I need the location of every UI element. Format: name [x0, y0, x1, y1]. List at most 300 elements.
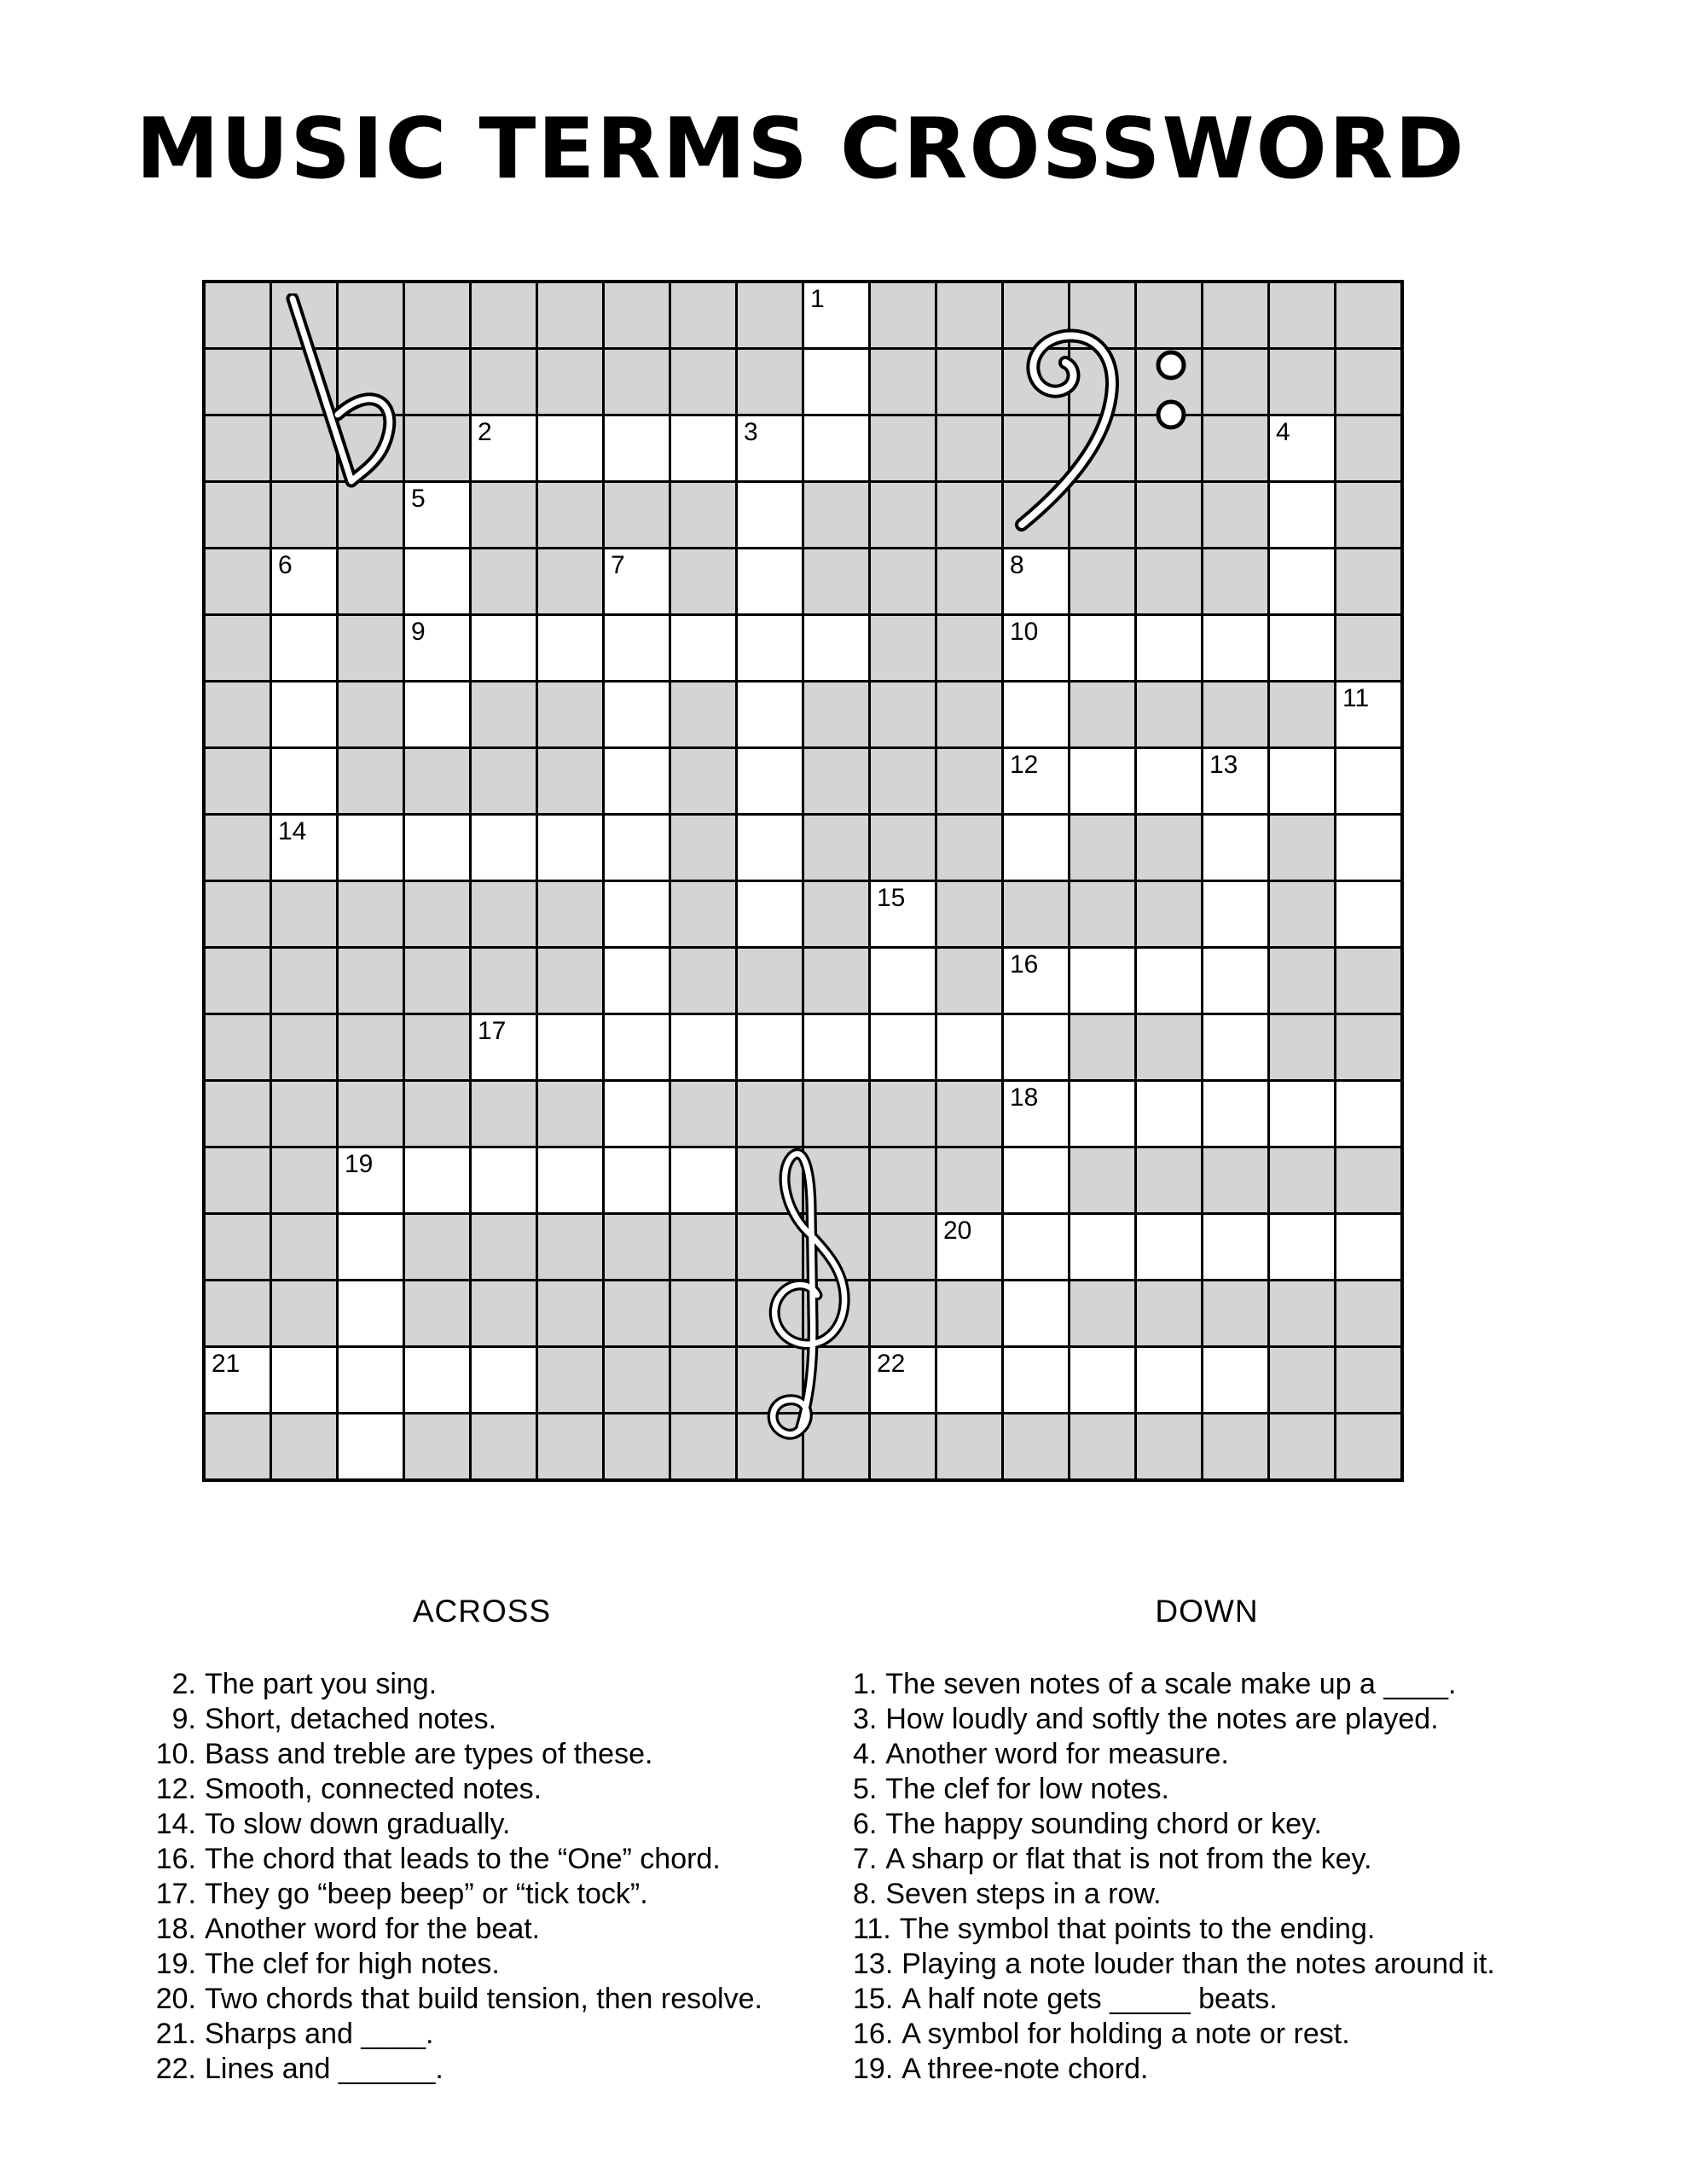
grid-block [1336, 1015, 1400, 1079]
grid-block [405, 1082, 469, 1146]
grid-cell[interactable] [272, 816, 336, 880]
grid-block [472, 549, 536, 613]
grid-cell[interactable] [272, 549, 336, 613]
grid-cell[interactable] [1137, 749, 1201, 813]
clue-item [154, 2017, 810, 2052]
grid-block [272, 483, 336, 547]
clue-item [853, 1912, 1561, 1947]
grid-cell[interactable] [272, 1348, 336, 1412]
grid-cell[interactable] [738, 1015, 802, 1079]
grid-cell[interactable] [804, 350, 868, 414]
grid-cell[interactable] [605, 1082, 669, 1146]
grid-block [605, 1348, 669, 1412]
clue-text: How loudly and softly the notes are played. [885, 1703, 1439, 1735]
clue-item [853, 2052, 1561, 2087]
grid-block [538, 549, 602, 613]
grid-cell[interactable] [871, 1015, 935, 1079]
cell-number: 2 [478, 418, 492, 446]
grid-block [405, 749, 469, 813]
grid-cell[interactable] [339, 1414, 403, 1478]
cell-number: 15 [877, 884, 906, 912]
grid-cell[interactable] [671, 1015, 735, 1079]
grid-cell[interactable] [738, 416, 802, 480]
cell-number: 22 [877, 1350, 906, 1378]
clue-item [154, 1842, 810, 1877]
grid-block [1203, 1414, 1267, 1478]
clue-item [154, 1877, 810, 1912]
grid-block [272, 1148, 336, 1212]
grid-block [206, 1148, 270, 1212]
grid-cell[interactable] [605, 416, 669, 480]
grid-cell[interactable] [871, 1348, 935, 1412]
grid-cell[interactable] [1203, 616, 1267, 680]
grid-block [937, 949, 1001, 1013]
grid-cell[interactable] [804, 283, 868, 347]
grid-cell[interactable] [1336, 1082, 1400, 1146]
grid-block [272, 882, 336, 946]
grid-block [1004, 283, 1068, 347]
grid-cell[interactable] [1004, 949, 1068, 1013]
grid-cell[interactable] [871, 949, 935, 1013]
cell-number: 19 [345, 1150, 374, 1178]
grid-block [1070, 882, 1134, 946]
grid-block [1270, 682, 1334, 746]
grid-block [1203, 549, 1267, 613]
grid-cell[interactable] [472, 616, 536, 680]
clue-text: Smooth, connected notes. [205, 1773, 542, 1805]
grid-block [1270, 816, 1334, 880]
clue-number: 13. [853, 1948, 894, 1980]
grid-block [339, 1082, 403, 1146]
grid-block [1336, 549, 1400, 613]
grid-cell[interactable] [804, 616, 868, 680]
grid-block [871, 483, 935, 547]
clue-item [154, 1807, 810, 1842]
grid-cell[interactable] [472, 1015, 536, 1079]
grid-cell[interactable] [1203, 1015, 1267, 1079]
cell-number: 20 [943, 1217, 972, 1245]
grid-block [937, 1281, 1001, 1345]
grid-block [738, 1281, 802, 1345]
grid-cell[interactable] [1070, 949, 1134, 1013]
cell-number: 14 [278, 817, 307, 845]
grid-block [1137, 816, 1201, 880]
grid-block [339, 749, 403, 813]
grid-cell[interactable] [671, 616, 735, 680]
grid-cell[interactable] [1336, 749, 1400, 813]
grid-cell[interactable] [1270, 749, 1334, 813]
grid-block [1070, 416, 1134, 480]
grid-block [804, 1281, 868, 1345]
grid-cell[interactable] [1070, 749, 1134, 813]
grid-block [1336, 949, 1400, 1013]
grid-cell[interactable] [1004, 1015, 1068, 1079]
grid-block [206, 416, 270, 480]
grid-block [405, 882, 469, 946]
grid-cell[interactable] [472, 416, 536, 480]
grid-block [538, 483, 602, 547]
clue-number: 15. [853, 1983, 894, 2015]
clue-number: 1. [853, 1668, 878, 1700]
grid-cell[interactable] [1336, 1215, 1400, 1279]
grid-block [339, 949, 403, 1013]
grid-cell[interactable] [605, 749, 669, 813]
grid-cell[interactable] [738, 682, 802, 746]
grid-block [1070, 1414, 1134, 1478]
clue-number: 10. [155, 1738, 196, 1770]
grid-cell[interactable] [1137, 1348, 1201, 1412]
grid-block [804, 882, 868, 946]
grid-cell[interactable] [1070, 1082, 1134, 1146]
grid-cell[interactable] [472, 1148, 536, 1212]
grid-block [1137, 416, 1201, 480]
grid-block [538, 682, 602, 746]
grid-block [1336, 1281, 1400, 1345]
grid-cell[interactable] [1004, 549, 1068, 613]
clue-text: Another word for measure. [885, 1738, 1229, 1770]
grid-block [206, 949, 270, 1013]
grid-cell[interactable] [738, 549, 802, 613]
grid-cell[interactable] [1203, 1215, 1267, 1279]
grid-cell[interactable] [1270, 483, 1334, 547]
clue-item [853, 1947, 1561, 1982]
grid-cell[interactable] [1004, 1215, 1068, 1279]
grid-block [472, 1082, 536, 1146]
grid-block [538, 1215, 602, 1279]
grid-cell[interactable] [1137, 1082, 1201, 1146]
clue-number: 16. [853, 2018, 894, 2050]
clue-text: The happy sounding chord or key. [885, 1808, 1322, 1840]
cell-number: 16 [1010, 950, 1039, 979]
grid-block [1270, 1015, 1334, 1079]
grid-block [339, 882, 403, 946]
grid-block [1137, 1414, 1201, 1478]
grid-cell[interactable] [538, 416, 602, 480]
grid-block [937, 283, 1001, 347]
clue-text: A symbol for holding a note or rest. [901, 2018, 1350, 2050]
grid-cell[interactable] [605, 949, 669, 1013]
grid-block [206, 283, 270, 347]
grid-cell[interactable] [405, 816, 469, 880]
grid-cell[interactable] [339, 1148, 403, 1212]
grid-block [206, 1215, 270, 1279]
clue-text: The clef for low notes. [885, 1773, 1169, 1805]
grid-cell[interactable] [937, 1348, 1001, 1412]
grid-block [605, 483, 669, 547]
grid-block [206, 749, 270, 813]
grid-block [1270, 1148, 1334, 1212]
grid-block [671, 1281, 735, 1345]
grid-block [538, 949, 602, 1013]
grid-cell[interactable] [1137, 1215, 1201, 1279]
grid-cell[interactable] [1070, 1348, 1134, 1412]
grid-cell[interactable] [1270, 616, 1334, 680]
grid-block [1203, 350, 1267, 414]
grid-cell[interactable] [605, 1015, 669, 1079]
grid-block [738, 1148, 802, 1212]
grid-block [1203, 1281, 1267, 1345]
cell-number: 5 [411, 485, 426, 513]
grid-block [871, 1148, 935, 1212]
cell-number: 13 [1209, 751, 1238, 779]
grid-block [671, 816, 735, 880]
clue-number: 9. [171, 1703, 196, 1735]
grid-cell[interactable] [871, 882, 935, 946]
grid-block [206, 483, 270, 547]
clue-text: They go “beep beep” or “tick tock”. [205, 1878, 648, 1910]
clue-item [853, 1877, 1561, 1912]
grid-block [871, 682, 935, 746]
grid-block [339, 1015, 403, 1079]
grid-block [937, 682, 1001, 746]
cell-number: 10 [1010, 618, 1039, 646]
cell-number: 4 [1276, 418, 1290, 446]
grid-block [339, 483, 403, 547]
grid-block [937, 1414, 1001, 1478]
grid-block [272, 1414, 336, 1478]
grid-block [1070, 549, 1134, 613]
clue-item [853, 2017, 1561, 2052]
grid-block [1270, 1414, 1334, 1478]
grid-block [206, 816, 270, 880]
grid-cell[interactable] [671, 1148, 735, 1212]
grid-cell[interactable] [738, 616, 802, 680]
grid-cell[interactable] [1004, 1082, 1068, 1146]
cell-number: 21 [212, 1350, 241, 1378]
grid-block [339, 350, 403, 414]
grid-cell[interactable] [605, 816, 669, 880]
grid-block [1137, 549, 1201, 613]
grid-cell[interactable] [1137, 949, 1201, 1013]
grid-cell[interactable] [605, 882, 669, 946]
cell-number: 18 [1010, 1083, 1039, 1112]
clue-text: The symbol that points to the ending. [899, 1913, 1376, 1945]
grid-block [538, 882, 602, 946]
grid-block [206, 882, 270, 946]
grid-block [1336, 483, 1400, 547]
grid-cell[interactable] [1004, 1281, 1068, 1345]
grid-cell[interactable] [339, 1348, 403, 1412]
grid-cell[interactable] [405, 616, 469, 680]
grid-block [206, 1414, 270, 1478]
grid-cell[interactable] [1336, 816, 1400, 880]
clue-text: A sharp or flat that is not from the key. [885, 1843, 1372, 1875]
clue-number: 17. [155, 1878, 196, 1910]
grid-block [472, 483, 536, 547]
grid-block [871, 749, 935, 813]
clue-item [853, 1842, 1561, 1877]
grid-cell[interactable] [1004, 1148, 1068, 1212]
grid-cell[interactable] [738, 749, 802, 813]
grid-block [1004, 350, 1068, 414]
grid-block [1203, 682, 1267, 746]
clue-text: Playing a note louder than the notes around it. [901, 1948, 1495, 1980]
grid-cell[interactable] [339, 1215, 403, 1279]
grid-cell[interactable] [1137, 616, 1201, 680]
clue-item [853, 1737, 1561, 1772]
grid-block [671, 882, 735, 946]
clue-text: Bass and treble are types of these. [205, 1738, 653, 1770]
grid-cell[interactable] [472, 1348, 536, 1412]
clue-item [154, 1947, 810, 1982]
grid-cell[interactable] [339, 1281, 403, 1345]
clue-number: 6. [853, 1808, 878, 1840]
grid-cell[interactable] [804, 1015, 868, 1079]
grid-block [1070, 816, 1134, 880]
grid-cell[interactable] [1004, 1348, 1068, 1412]
clue-number: 20. [155, 1983, 196, 2015]
grid-block [472, 949, 536, 1013]
grid-block [272, 949, 336, 1013]
grid-cell[interactable] [1070, 616, 1134, 680]
grid-block [1270, 949, 1334, 1013]
grid-block [605, 1414, 669, 1478]
grid-cell[interactable] [538, 616, 602, 680]
grid-block [472, 1414, 536, 1478]
grid-cell[interactable] [1203, 1082, 1267, 1146]
grid-cell[interactable] [538, 1148, 602, 1212]
clue-number: 16. [155, 1843, 196, 1875]
grid-cell[interactable] [1004, 682, 1068, 746]
grid-block [937, 749, 1001, 813]
grid-block [206, 616, 270, 680]
grid-block [1137, 350, 1201, 414]
grid-cell[interactable] [1070, 1215, 1134, 1279]
across-clues-section [154, 1594, 810, 2087]
grid-block [472, 882, 536, 946]
grid-cell[interactable] [671, 416, 735, 480]
grid-block [339, 549, 403, 613]
grid-block [871, 549, 935, 613]
grid-cell[interactable] [738, 882, 802, 946]
grid-block [937, 616, 1001, 680]
grid-cell[interactable] [405, 1148, 469, 1212]
grid-block [405, 1281, 469, 1345]
grid-block [871, 1082, 935, 1146]
grid-block [1336, 1348, 1400, 1412]
grid-block [1270, 350, 1334, 414]
grid-block [538, 749, 602, 813]
grid-block [1270, 1348, 1334, 1412]
grid-cell[interactable] [738, 483, 802, 547]
grid-cell[interactable] [272, 616, 336, 680]
grid-block [671, 682, 735, 746]
grid-cell[interactable] [1270, 1215, 1334, 1279]
grid-cell[interactable] [1203, 882, 1267, 946]
grid-block [1070, 483, 1134, 547]
grid-block [405, 1015, 469, 1079]
grid-cell[interactable] [272, 749, 336, 813]
grid-cell[interactable] [1336, 882, 1400, 946]
grid-cell[interactable] [937, 1015, 1001, 1079]
grid-block [605, 1281, 669, 1345]
page-title: MUSIC TERMS CROSSWORD [136, 101, 1466, 198]
grid-cell[interactable] [1203, 749, 1267, 813]
grid-cell[interactable] [405, 483, 469, 547]
grid-cell[interactable] [1004, 616, 1068, 680]
clue-text: The clef for high notes. [205, 1948, 500, 1980]
down-clues-section [853, 1594, 1561, 2087]
clue-text: The part you sing. [205, 1668, 438, 1700]
grid-cell[interactable] [339, 816, 403, 880]
grid-block [1070, 1281, 1134, 1345]
cell-number: 6 [278, 551, 293, 579]
clue-number: 12. [155, 1773, 196, 1805]
grid-cell[interactable] [1270, 416, 1334, 480]
clue-text: A three-note chord. [901, 2053, 1149, 2085]
grid-cell[interactable] [1203, 1348, 1267, 1412]
clue-number: 7. [853, 1843, 878, 1875]
grid-cell[interactable] [206, 1348, 270, 1412]
grid-block [339, 416, 403, 480]
grid-cell[interactable] [605, 1148, 669, 1212]
clue-item [853, 1667, 1561, 1702]
grid-cell[interactable] [405, 1348, 469, 1412]
clue-text: Lines and ______. [205, 2053, 443, 2085]
grid-block [1004, 483, 1068, 547]
down-heading: DOWN [1155, 1594, 1259, 1629]
grid-cell[interactable] [472, 816, 536, 880]
grid-block [605, 1215, 669, 1279]
grid-block [206, 350, 270, 414]
grid-block [804, 1414, 868, 1478]
grid-cell[interactable] [538, 816, 602, 880]
grid-cell[interactable] [405, 682, 469, 746]
grid-block [804, 816, 868, 880]
cell-number: 9 [411, 618, 426, 646]
grid-cell[interactable] [1004, 749, 1068, 813]
grid-cell[interactable] [1270, 549, 1334, 613]
grid-block [1004, 1414, 1068, 1478]
grid-cell[interactable] [405, 549, 469, 613]
grid-block [339, 283, 403, 347]
grid-block [538, 1348, 602, 1412]
grid-cell[interactable] [738, 816, 802, 880]
across-heading: ACROSS [412, 1594, 552, 1629]
grid-block [1004, 416, 1068, 480]
grid-cell[interactable] [1270, 1082, 1334, 1146]
grid-cell[interactable] [937, 1215, 1001, 1279]
grid-cell[interactable] [1004, 816, 1068, 880]
grid-block [1070, 1148, 1134, 1212]
grid-block [804, 1348, 868, 1412]
clue-text: The chord that leads to the “One” chord. [205, 1843, 721, 1875]
grid-cell[interactable] [538, 1015, 602, 1079]
grid-cell[interactable] [272, 682, 336, 746]
grid-block [804, 483, 868, 547]
grid-block [871, 416, 935, 480]
grid-block [1004, 882, 1068, 946]
grid-cell[interactable] [605, 682, 669, 746]
cell-number: 12 [1010, 751, 1039, 779]
grid-cell[interactable] [1336, 682, 1400, 746]
grid-block [738, 1414, 802, 1478]
grid-cell[interactable] [804, 416, 868, 480]
clue-number: 11. [853, 1913, 891, 1945]
clue-item [154, 1667, 810, 1702]
grid-block [671, 483, 735, 547]
grid-block [405, 283, 469, 347]
grid-block [804, 682, 868, 746]
grid-block [738, 350, 802, 414]
grid-cell[interactable] [1203, 816, 1267, 880]
grid-cell[interactable] [605, 549, 669, 613]
clue-text: Seven steps in a row. [885, 1878, 1162, 1910]
grid-block [937, 549, 1001, 613]
clue-number: 4. [853, 1738, 878, 1770]
grid-cell[interactable] [1203, 949, 1267, 1013]
grid-cell[interactable] [605, 616, 669, 680]
